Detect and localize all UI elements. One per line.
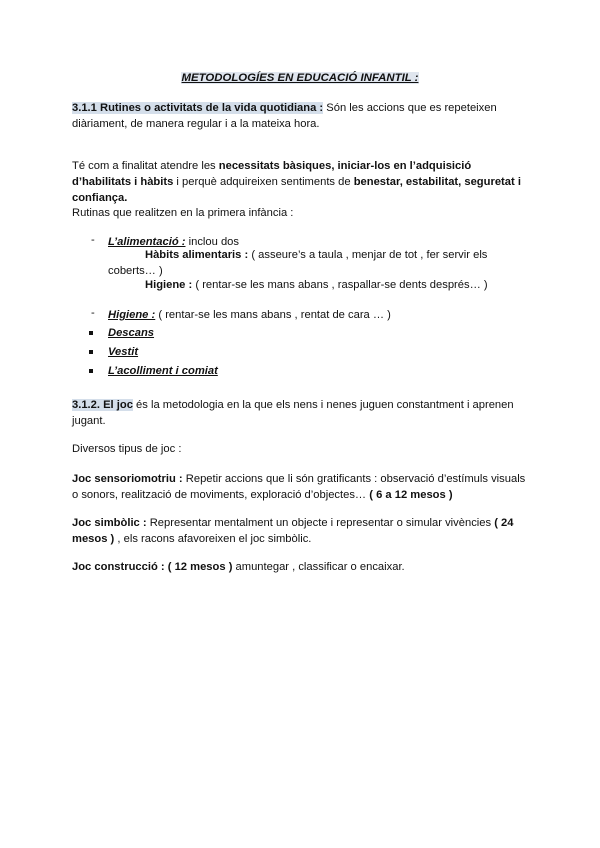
higiene-subline: Higiene : ( rentar-se les mans abans , raspallar-se dents després… ) <box>145 279 488 291</box>
list-dash: - <box>91 307 95 319</box>
list-item-acolliment: L’acolliment i comiat <box>108 365 218 377</box>
page-title: METODOLOGÍES EN EDUCACIÓ INFANTIL : <box>181 72 419 84</box>
list-item-higiene: Higiene : ( rentar-se les mans abans , rentat de cara … ) <box>108 309 391 321</box>
section-311-heading: 3.1.1 Rutines o activitats de la vida quotidiana : <box>72 102 324 114</box>
joc-simbolic-paragraph: Joc simbòlic : Representar mentalment un objecte i representar o simular vivències ( 24 mesos ) , els racons afavoreixen el joc simbòlic. <box>72 517 514 545</box>
bullet-square <box>89 331 93 335</box>
list-dash: - <box>91 234 95 246</box>
joc-construccio-paragraph: Joc construcció : ( 12 mesos ) amuntegar , classificar o encaixar. <box>72 561 405 573</box>
section-311-paragraph: 3.1.1 Rutines o activitats de la vida quotidiana : Són les accions que es repeteixen diàriament, de manera regular i a la mateixa hora. <box>72 102 497 130</box>
bullet-square <box>89 369 93 373</box>
section-312-paragraph: 3.1.2. El joc és la metodologia en la que els nens i nenes juguen constantment i aprenen jugant. <box>72 399 514 427</box>
finalitat-paragraph: Té com a finalitat atendre les necessitats bàsiques, iniciar-los en l’adquisició d’habilitats i hàbits i perquè adquireixen sentiments de benestar, estabilitat, seguretat i confiança. <box>72 160 521 204</box>
bullet-square <box>89 350 93 354</box>
joc-sensoriomotriu-paragraph: Joc sensoriomotriu : Repetir accions que li són gratificants : observació d’estímuls visuals o sonors, realització de moviments, exploració d’objectes… ( 6 a 12 mesos ) <box>72 473 526 501</box>
section-312-heading: 3.1.2. El joc <box>72 399 133 411</box>
rutinas-intro: Rutinas que realitzen en la primera infància : <box>72 207 294 219</box>
habits-line: Hàbits alimentaris : ( asseure’s a taula , menjar de tot , fer servir els <box>145 249 488 261</box>
habits-line-2: coberts… ) <box>108 265 163 277</box>
list-item-descans: Descans <box>108 327 155 339</box>
diversos-intro: Diversos tipus de joc : <box>72 443 182 455</box>
list-item-vestit: Vestit <box>108 346 139 358</box>
list-item-alimentacio: L’alimentació : inclou dos <box>108 236 239 248</box>
